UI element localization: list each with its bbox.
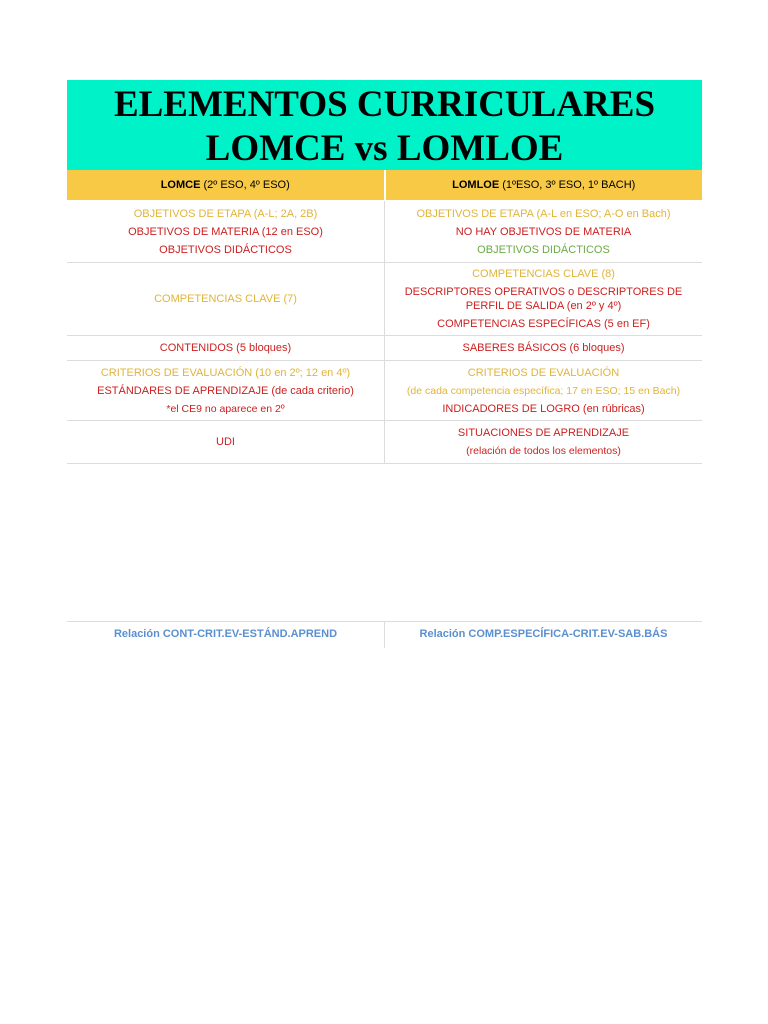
header-lomce-name: LOMCE bbox=[160, 179, 201, 191]
objetivos-etapa-lomloe: OBJETIVOS DE ETAPA (A-L en ESO; A-O en Bach) bbox=[416, 207, 671, 220]
situaciones-aprendizaje: SITUACIONES DE APRENDIZAJE bbox=[457, 427, 630, 439]
cell-objetivos-lomloe bbox=[385, 201, 703, 263]
criterios-evaluacion-lomloe: CRITERIOS DE EVALUACIÓN bbox=[467, 366, 620, 379]
competencias-clave-lomloe: COMPETENCIAS CLAVE (8) bbox=[472, 268, 615, 280]
situaciones-detalle: (relación de todos los elementos) bbox=[466, 445, 621, 457]
cell-udi-lomce bbox=[67, 421, 385, 464]
table-header-row bbox=[67, 170, 702, 201]
header-lomce bbox=[67, 170, 385, 201]
comparison-table bbox=[67, 170, 702, 464]
title-line-2: LOMCE vs LOMLOE bbox=[205, 128, 564, 169]
competencias-clave-lomce: COMPETENCIAS CLAVE (7) bbox=[154, 293, 297, 305]
cell-contenidos-lomce bbox=[67, 336, 385, 361]
header-lomloe bbox=[385, 170, 703, 201]
criterios-detalle-lomloe: (de cada competencia específica; 17 en ESO; 15 en Bach) bbox=[406, 384, 681, 397]
contenidos-lomce: CONTENIDOS (5 bloques) bbox=[159, 342, 292, 354]
relation-lomce: Relación CONT-CRIT.EV-ESTÁND.APREND bbox=[67, 622, 385, 648]
header-lomloe-detail: (1ºESO, 3º ESO, 1º BACH) bbox=[499, 179, 636, 191]
objetivos-materia-lomce: OBJETIVOS DE MATERIA (12 en ESO) bbox=[128, 225, 323, 238]
objetivos-didacticos-lomloe: OBJETIVOS DIDÁCTICOS bbox=[477, 243, 610, 256]
curriculum-sheet bbox=[67, 80, 702, 464]
objetivos-etapa-lomce: OBJETIVOS DE ETAPA (A-L; 2A, 2B) bbox=[133, 207, 318, 220]
estandares-aprendizaje: ESTÁNDARES DE APRENDIZAJE (de cada criterio) bbox=[97, 384, 354, 397]
criterios-evaluacion-lomce: CRITERIOS DE EVALUACIÓN (10 en 2º; 12 en 4º) bbox=[100, 366, 351, 379]
cell-objetivos-lomce bbox=[67, 201, 385, 263]
relations-row bbox=[67, 621, 702, 640]
row-contenidos bbox=[67, 336, 702, 361]
saberes-basicos-lomloe: SABERES BÁSICOS (6 bloques) bbox=[462, 342, 625, 354]
cell-competencias-lomce bbox=[67, 263, 385, 336]
descriptores-operativos: DESCRIPTORES OPERATIVOS o DESCRIPTORES DE PERFIL DE SALIDA (en 2º y 4º) bbox=[404, 286, 683, 312]
row-criterios bbox=[67, 361, 702, 421]
udi-lomce: UDI bbox=[216, 436, 235, 448]
cell-competencias-lomloe bbox=[385, 263, 703, 336]
objetivos-didacticos-lomce: OBJETIVOS DIDÁCTICOS bbox=[159, 243, 292, 256]
ce9-note: *el CE9 no aparece en 2º bbox=[166, 402, 285, 415]
row-objetivos bbox=[67, 201, 702, 263]
cell-criterios-lomce bbox=[67, 361, 385, 421]
cell-saberes-lomloe bbox=[385, 336, 703, 361]
header-lomce-detail: (2º ESO, 4º ESO) bbox=[200, 179, 290, 191]
row-situaciones bbox=[67, 421, 702, 464]
cell-criterios-lomloe bbox=[385, 361, 703, 421]
indicadores-logro: INDICADORES DE LOGRO (en rúbricas) bbox=[442, 402, 645, 415]
objetivos-materia-lomloe: NO HAY OBJETIVOS DE MATERIA bbox=[455, 225, 632, 238]
competencias-especificas: COMPETENCIAS ESPECÍFICAS (5 en EF) bbox=[437, 318, 650, 330]
title-line-1: ELEMENTOS CURRICULARES bbox=[113, 84, 656, 125]
title-banner bbox=[67, 80, 702, 170]
relation-lomloe: Relación COMP.ESPECÍFICA-CRIT.EV-SAB.BÁS bbox=[419, 628, 668, 640]
row-competencias bbox=[67, 263, 702, 336]
cell-situaciones-lomloe bbox=[385, 421, 703, 464]
header-lomloe-name: LOMLOE bbox=[452, 179, 500, 191]
